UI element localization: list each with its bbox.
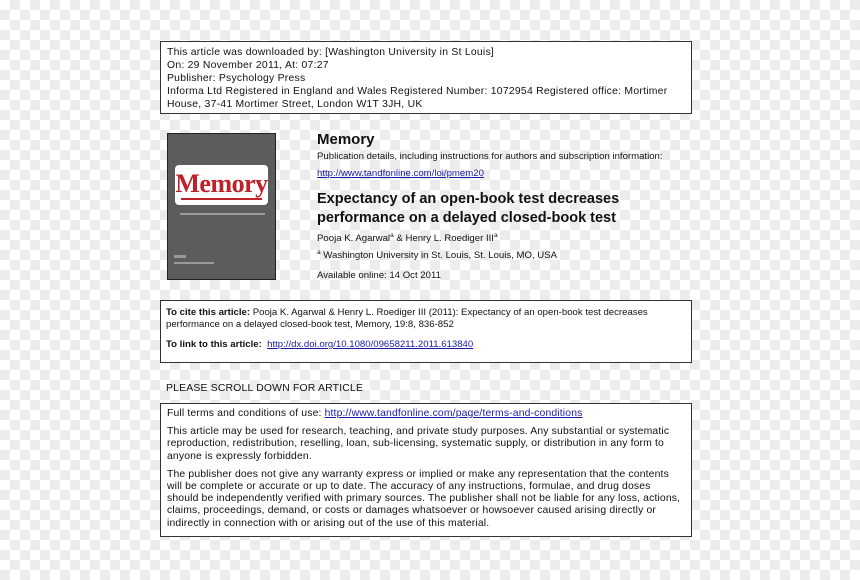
article-title-line: performance on a delayed closed-book test (317, 210, 616, 226)
publication-details: Publication details, including instructions for authors and subscription information: (317, 151, 663, 162)
link-line (166, 339, 686, 351)
cover-logo (175, 165, 268, 205)
affiliation-mark: a (493, 232, 498, 239)
affiliation-mark: a (317, 249, 321, 256)
article-title-line: Expectancy of an open-book test decreases (317, 191, 620, 207)
link-label: To link to this article: (166, 339, 262, 350)
cover-publisher-mark (174, 255, 186, 258)
journal-cover-image (167, 133, 276, 280)
author-separator: & (393, 233, 406, 244)
cover-editors-line (180, 213, 265, 215)
download-notice-line: Informa Ltd Registered in England and Wales Registered Number: 1072954 Registered office: Mortimer (167, 86, 668, 97)
terms-box (160, 403, 692, 537)
affiliation-mark: a (390, 232, 394, 239)
terms-label: Full terms and conditions of use: (167, 408, 325, 419)
download-notice-box (160, 41, 692, 114)
citation-box (160, 300, 692, 363)
cite-line (166, 307, 686, 331)
terms-link[interactable]: http://www.tandfonline.com/page/terms-and-conditions (324, 408, 583, 419)
authors (317, 232, 697, 245)
journal-url-link[interactable]: http://www.tandfonline.com/loi/pmem20 (317, 168, 484, 179)
cover-publisher-line (174, 262, 214, 264)
cite-label: To cite this article: (166, 307, 251, 318)
terms-line (167, 408, 685, 420)
download-notice-line: This article was downloaded by: [Washington University in St Louis] (167, 47, 495, 58)
download-notice-line: Publisher: Psychology Press (167, 73, 306, 84)
affiliation-text: Washington University in St. Louis, St. Louis, MO, USA (323, 250, 558, 261)
cite-text: Pooja K. Agarwal & Henry L. Roediger III (2011): Expectancy of an open-book test decreases performance on a delayed closed-book test, Memory, 19:8, 836-852 (166, 307, 648, 330)
cover-logo-rule (181, 198, 262, 200)
article-title (317, 190, 697, 228)
doi-link[interactable]: http://dx.doi.org/10.1080/09658211.2011.613840 (267, 339, 474, 350)
download-notice-line: House, 37-41 Mortimer Street, London W1T 3JH, UK (167, 99, 423, 110)
journal-info (317, 130, 697, 282)
author-name: Henry L. Roediger III (405, 233, 494, 244)
affiliation (317, 249, 697, 262)
cover-logo-text: Memory (175, 169, 268, 198)
scroll-down-note: PLEASE SCROLL DOWN FOR ARTICLE (166, 383, 364, 394)
terms-paragraph: This article may be used for research, teaching, and private study purposes. Any substantial or systematic reproduction, redistribution, reselling, loan, sub-licensing, systematic supply, or distribution in any form to anyone is expressly forbidden. (167, 426, 670, 462)
terms-paragraph: The publisher does not give any warranty express or implied or make any representation that the contents will be complete or accurate or up to date. The accuracy of any instructions, formulae, and drug doses should be independently verified with primary sources. The publisher shall not be liable for any loss, actions, claims, proceedings, demand, or costs or damages whatsoever or howsoever caused arising directly or indirectly in connection with or arising out of the use of this material. (167, 468, 681, 529)
download-notice-line: On: 29 November 2011, At: 07:27 (167, 60, 329, 71)
available-online: Available online: 14 Oct 2011 (317, 270, 441, 281)
journal-name: Memory (317, 131, 375, 148)
author-name: Pooja K. Agarwal (317, 233, 391, 244)
